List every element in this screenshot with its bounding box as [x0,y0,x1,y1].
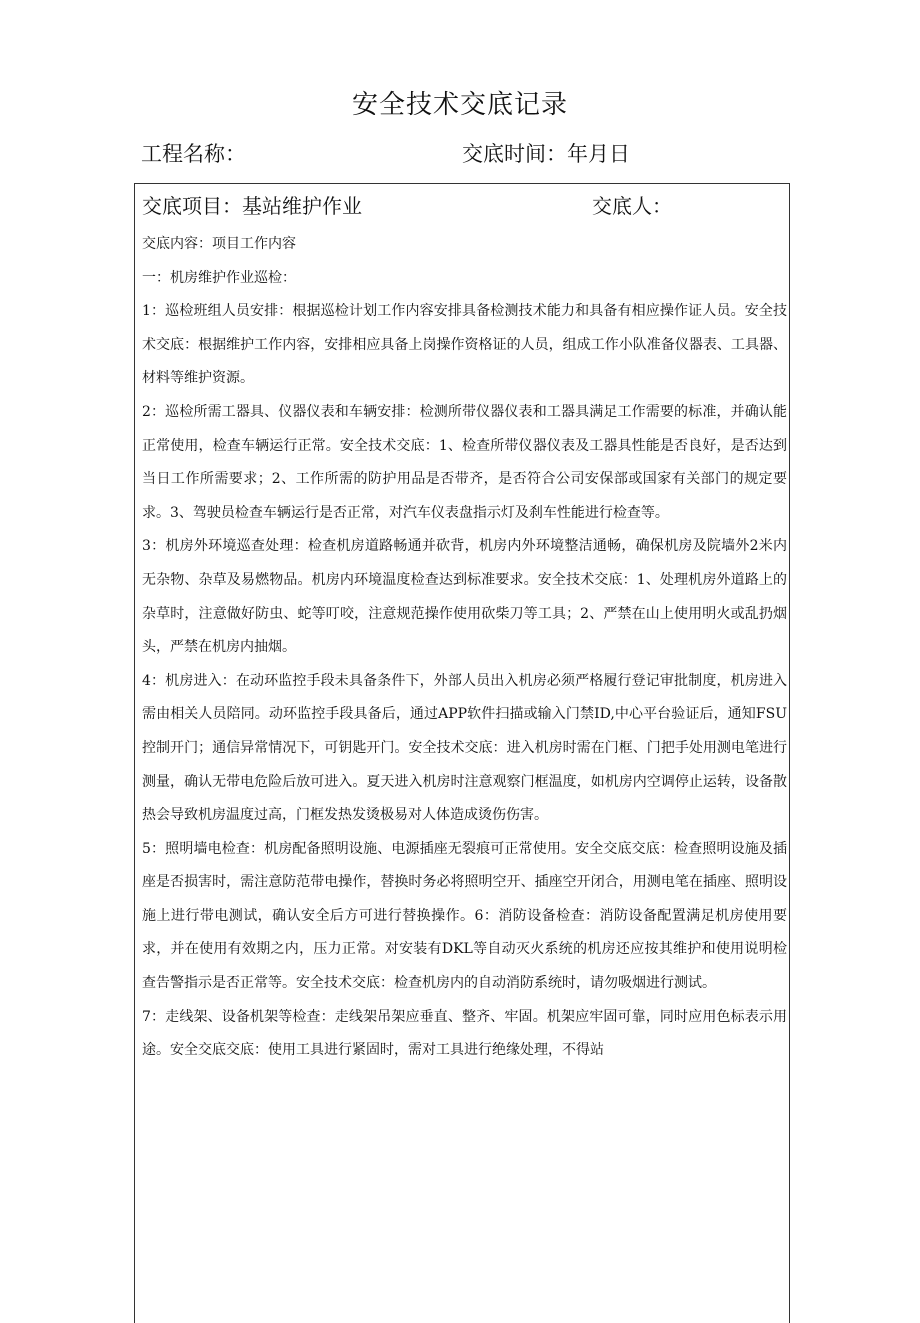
section-heading: 一：机房维护作业巡检： [142,269,296,286]
paragraph-3: 3：机房外环境巡查处理：检查机房道路畅通并砍背，机房内外环境整洁通畅，确保机房及院墙外2米内无杂物、杂草及易燃物品。机房内环境温度检查达到标准要求。安全技术交底：1、处理机房外道路上的杂草时，注意做好防虫、蛇等叮咬，注意规范操作使用砍柴刀等工具；2、严禁在山上使用明火或乱扔烟头，严禁在机房内抽烟。 [142,538,787,656]
project-name-label: 工程名称： [141,142,246,166]
record-table [134,183,790,1323]
record-content [142,228,787,1068]
paragraph-5: 5：照明墙电检查：机房配备照明设施、电源插座无裂痕可正常使用。安全交底交底：检查照明设施及插座是否损害时，需注意防范带电操作，替换时务必将照明空开、插座空开闭合，用测电笔在插座、照明设施上进行带电测试，确认安全后方可进行替换操作。6：消防设备检查：消防设备配置满足机房使用要求，并在使用有效期之内，压力正常。对安装有DKL等自动灭火系统的机房还应按其维护和使用说明检查告警指示是否正常等。安全技术交底：检查机房内的自动消防系统时，请勿吸烟进行测试。 [142,840,787,992]
content-label: 交底内容：项目工作内容 [142,236,296,252]
paragraph-1: 1：巡检班组人员安排：根据巡检计划工作内容安排具备检测技术能力和具备有相应操作证人员。安全技术交底：根据维护工作内容，安排相应具备上岗操作资格证的人员，组成工作小队准备仪器表、工具器、材料等维护资源。 [142,303,787,387]
date-label: 交底时间：年月日 [462,142,630,166]
item-label: 交底项目：基站维护作业 [142,194,362,218]
paragraph-2: 2：巡检所需工器具、仪器仪表和车辆安排：检测所带仪器仪表和工器具满足工作需要的标准，并确认能正常使用，检查车辆运行正常。安全技术交底：1、检查所带仪器仪表及工器具性能是否良好，是否达到当日工作所需要求；2、工作所需的防护用品是否带齐，是否符合公司安保部或国家有关部门的规定要求。3、驾驶员检查车辆运行是否正常，对汽车仪表盘指示灯及刹车性能进行检查等。 [142,403,787,521]
document-title: 安全技术交底记录 [351,90,568,120]
paragraph-4: 4：机房进入：在动环监控手段未具备条件下，外部人员出入机房必须严格履行登记审批制度，机房进入需由相关人员陪同。动环监控手段具备后，通过APP软件扫描或输入门禁ID,中心平台验证后，通知FSU控制开门；通信异常情况下，可钥匙开门。安全技术交底：进入机房时需在门框、门把手处用测电笔进行测量，确认无带电危险后放可进入。夏天进入机房时注意观察门框温度，如机房内空调停止运转，设备散热会导致机房温度过高，门框发热发烫极易对人体造成烫伤伤害。 [142,672,787,824]
paragraph-6: 7：走线架、设备机架等检查：走线架吊架应垂直、整齐、牢固。机架应牢固可靠，同时应用色标表示用途。安全交底交底：使用工具进行紧固时，需对工具进行绝缘处理，不得站 [142,1008,787,1059]
person-label: 交底人： [592,194,672,218]
